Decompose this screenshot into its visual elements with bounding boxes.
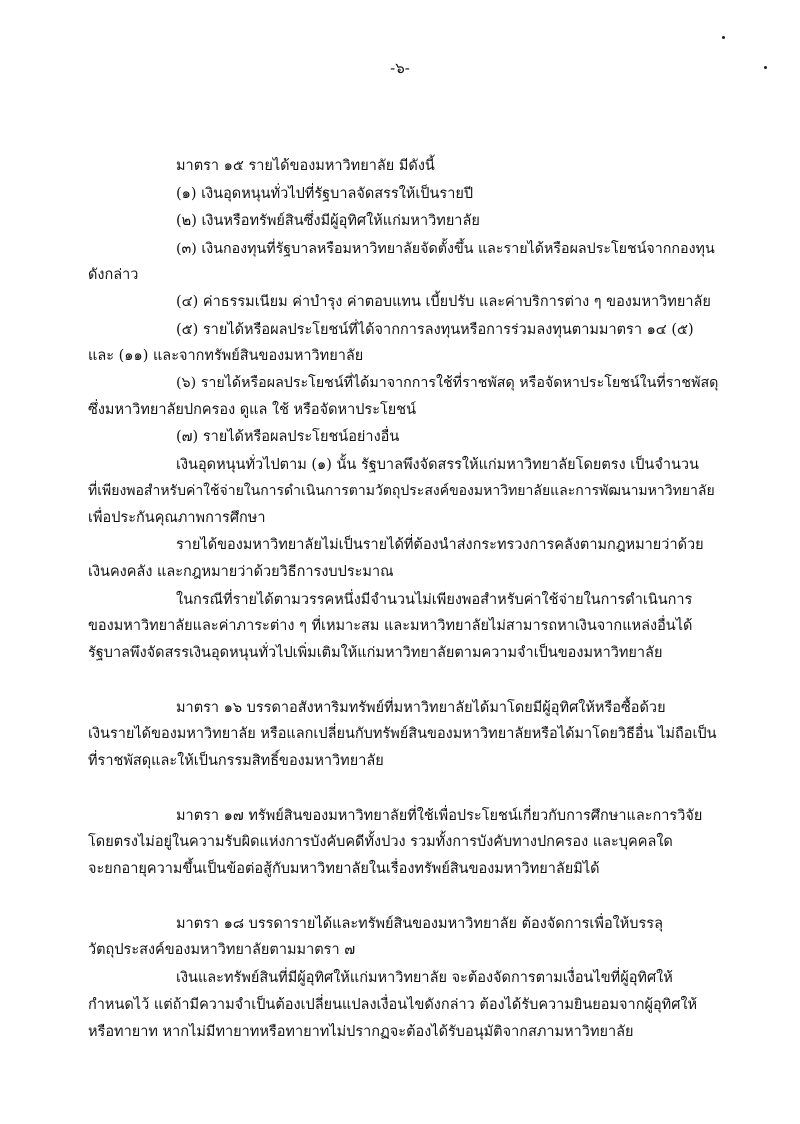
scan-speck: [722, 36, 725, 39]
section-18-line-2: วัตถุประสงค์ของมหาวิทยาลัยตามมาตรา ๗: [88, 942, 356, 958]
section-15-para-3: รายได้ของมหาวิทยาลัยไม่เป็นรายได้ที่ต้องนำส่งกระทรวงการคลังตามกฎหมายว่าด้วย: [176, 537, 704, 553]
section-15-para-4: ในกรณีที่รายได้ตามวรรคหนึ่งมีจำนวนไม่เพียงพอสำหรับค่าใช้จ่ายในการดำเนินการ: [176, 592, 693, 608]
section-15-item-4: (๔) ค่าธรรมเนียม ค่าบำรุง ค่าตอบแทน เบี้ยปรับ และค่าบริการต่าง ๆ ของมหาวิทยาลัย: [176, 294, 711, 310]
section-16-line-3: ที่ราชพัสดุและให้เป็นกรรมสิทธิ์ของมหาวิทยาลัย: [88, 753, 384, 769]
section-16-line-2: เงินรายได้ของมหาวิทยาลัย หรือแลกเปลี่ยนกับทรัพย์สินของมหาวิทยาลัยหรือได้มาโดยวิธีอื่น ไม่ถือเป็น: [88, 726, 717, 742]
section-15-para-2-line-3: เพื่อประกันคุณภาพการศึกษา: [88, 510, 266, 526]
section-15-item-5-cont: และ (๑๑) และจากทรัพย์สินของมหาวิทยาลัย: [88, 348, 364, 364]
section-15-item-2: (๒) เงินหรือทรัพย์สินซึ่งมีผู้อุทิศให้แก่มหาวิทยาลัย: [176, 213, 480, 229]
page-number: -๖-: [390, 59, 410, 77]
section-15-item-5: (๕) รายได้หรือผลประโยชน์ที่ได้จากการลงทุนหรือการร่วมลงทุนตามมาตรา ๑๔ (๕): [176, 322, 694, 338]
section-15-item-6-cont: ซึ่งมหาวิทยาลัยปกครอง ดูแล ใช้ หรือจัดหาประโยชน์: [88, 402, 417, 418]
section-16-heading: มาตรา ๑๖ บรรดาอสังหาริมทรัพย์ที่มหาวิทยาลัยได้มาโดยมีผู้อุทิศให้หรือซื้อด้วย: [176, 700, 666, 716]
section-15-para-3-line-2: เงินคงคลัง และกฎหมายว่าด้วยวิธีการงบประมาณ: [88, 564, 394, 580]
section-15-para-2: เงินอุดหนุนทั่วไปตาม (๑) นั้น รัฐบาลพึงจัดสรรให้แก่มหาวิทยาลัยโดยตรง เป็นจำนวน: [176, 457, 699, 473]
section-15-para-2-line-2: ที่เพียงพอสำหรับค่าใช้จ่ายในการดำเนินการตามวัตถุประสงค์ของมหาวิทยาลัยและการพัฒนามหาวิทยาลัย: [88, 483, 715, 499]
section-15-heading: มาตรา ๑๕ รายได้ของมหาวิทยาลัย มีดังนี้: [176, 158, 435, 174]
section-17-heading: มาตรา ๑๗ ทรัพย์สินของมหาวิทยาลัยที่ใช้เพื่อประโยชน์เกี่ยวกับการศึกษาและการวิจัย: [176, 808, 703, 824]
section-18-heading: มาตรา ๑๘ บรรดารายได้และทรัพย์สินของมหาวิทยาลัย ต้องจัดการเพื่อให้บรรลุ: [176, 916, 663, 932]
section-15-para-4-line-2: ของมหาวิทยาลัยและค่าภาระต่าง ๆ ที่เหมาะสม และมหาวิทยาลัยไม่สามารถหาเงินจากแหล่งอื่นได้: [88, 618, 693, 634]
section-15-item-3-cont: ดังกล่าว: [88, 267, 139, 283]
section-15-item-7: (๗) รายได้หรือผลประโยชน์อย่างอื่น: [176, 429, 400, 445]
section-18-para-2: เงินและทรัพย์สินที่มีผู้อุทิศให้แก่มหาวิทยาลัย จะต้องจัดการตามเงื่อนไขที่ผู้อุทิศให้: [176, 970, 673, 986]
section-15-para-4-line-3: รัฐบาลพึงจัดสรรเงินอุดหนุนทั่วไปเพิ่มเติมให้แก่มหาวิทยาลัยตามความจำเป็นของมหาวิทยาลัย: [88, 645, 663, 661]
section-17-line-3: จะยกอายุความขึ้นเป็นข้อต่อสู้กับมหาวิทยาลัยในเรื่องทรัพย์สินของมหาวิทยาลัยมิได้: [88, 861, 600, 877]
section-15-item-6: (๖) รายได้หรือผลประโยชน์ที่ได้มาจากการใช้ที่ราชพัสดุ หรือจัดหาประโยชน์ในที่ราชพัสดุ: [176, 375, 719, 391]
section-18-para-2-line-3: หรือทายาท หากไม่มีทายาทหรือทายาทไม่ปรากฏจะต้องได้รับอนุมัติจากสภามหาวิทยาลัย: [88, 1024, 634, 1040]
section-15-item-1: (๑) เงินอุดหนุนทั่วไปที่รัฐบาลจัดสรรให้เป็นรายปี: [176, 186, 474, 202]
section-17-line-2: โดยตรงไม่อยู่ในความรับผิดแห่งการบังคับคดีทั้งปวง รวมทั้งการบังคับทางปกครอง และบุคคลใด: [88, 834, 673, 850]
section-18-para-2-line-2: กำหนดไว้ แต่ถ้ามีความจำเป็นต้องเปลี่ยนแปลงเงื่อนไขดังกล่าว ต้องได้รับความยินยอมจากผู้อุทิศให้: [88, 997, 698, 1013]
scan-speck: [764, 66, 767, 69]
section-15-item-3: (๓) เงินกองทุนที่รัฐบาลหรือมหาวิทยาลัยจัดตั้งขึ้น และรายได้หรือผลประโยชน์จากกองทุน: [176, 241, 715, 257]
